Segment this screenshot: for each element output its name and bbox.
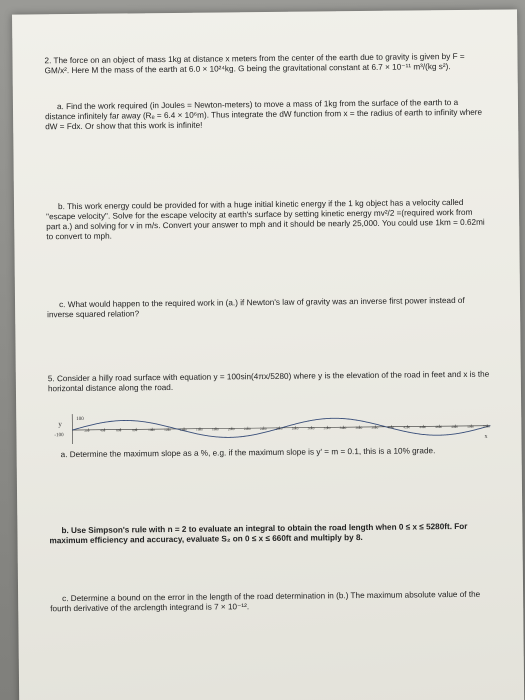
x-tick-label: 3400 — [339, 425, 347, 431]
x-tick-label: 5200 — [483, 424, 490, 429]
x-tick-label: 1800 — [211, 427, 219, 432]
y-axis-label: y — [58, 420, 62, 429]
q2-part-a: a. Find the work required (in Joules = Newton-meters) to move a mass of 1kg from the surface of the earth to a distance infinitely far away (Rₑ = 6.4 × 10⁶m). Thus integrate the dW function from x = the radius of earth to infinity where dW = Fdx. Or show that this work is infinite! — [45, 97, 483, 132]
q2-intro: 2. The force on an object of mass 1kg at distance x meters from the center of the earth due to gravity is given by F = GM/x². Here M the mass of the earth at 6.0 × 10²⁴kg. G being the gravitational constant at 6.7 × 10⁻¹¹ m³/(kg s²). — [44, 51, 465, 76]
x-tick-label: 4200 — [403, 425, 411, 430]
x-tick-label: 600 — [116, 428, 122, 433]
q5-part-b: b. Use Simpson's rule with n = 2 to evaluate an integral to obtain the road length when 0 ≤ x ≤ 5280ft. For maximum efficiency and accuracy, evaluate S₂ on 0 ≤ x ≤ 660ft and multiply by 8. — [49, 521, 468, 546]
x-tick-label: 1400 — [180, 427, 187, 432]
road-elevation-graph — [54, 410, 494, 445]
x-tick-label: 400 — [100, 428, 106, 433]
x-tick-label: 4400 — [419, 425, 427, 430]
x-tick-label: 3200 — [323, 426, 331, 431]
x-tick-label: 2200 — [243, 426, 251, 432]
y-bottom-label: -100 — [54, 433, 64, 439]
x-tick-label: 3600 — [355, 425, 363, 430]
x-tick-labels — [84, 424, 490, 433]
x-tick-label: 1600 — [195, 427, 203, 432]
x-axis-label: x — [484, 433, 488, 440]
x-tick-label: 5000 — [467, 424, 475, 429]
x-tick-label: 4000 — [387, 425, 395, 430]
x-tick-label: 2000 — [227, 427, 235, 432]
x-tick-label: 4800 — [451, 424, 459, 429]
x-tick-label: 3800 — [371, 425, 379, 430]
x-tick-label: 2400 — [259, 426, 267, 431]
x-tick-label: 1200 — [164, 427, 171, 432]
y-top-label: 100 — [76, 416, 84, 422]
q5-intro: 5. Consider a hilly road surface with equation y = 100sin(4πx/5280) where y is the elevation of the road in feet and x is the horizontal distance along the road. — [47, 369, 490, 394]
x-tick-label: 800 — [132, 428, 138, 433]
x-tick-label: 4600 — [435, 424, 443, 430]
q2-part-c: c. What would happen to the required work in (a.) if Newton's law of gravity was an inverse first power instead of inverse squared relation? — [47, 295, 465, 320]
worksheet-page — [12, 9, 524, 700]
q2-part-b: b. This work energy could be provided for with a huge initial kinetic energy if the 1 kg object has a velocity called "escape velocity". Solve for the escape velocity at earth's surface by setting kinetic energy mv²/2 =(required work from part a.) and solving for v in m/s. Convert your answer to mph and it should be nearly 25,000. You could use 1km = 0.62mi to convert to mph. — [46, 197, 485, 242]
x-tick-label: 2600 — [275, 426, 283, 431]
x-tick-label: 200 — [84, 428, 90, 433]
x-tick-label: 1000 — [148, 427, 155, 433]
x-tick-label: 2800 — [291, 426, 299, 431]
q5-part-c: c. Determine a bound on the error in the length of the road determination in (b.) The maximum absolute value of the fourth derivative of the arclength integrand is 7 × 10⁻¹². — [50, 589, 481, 614]
q5-part-a: a. Determine the maximum slope as a %, e.g. if the maximum slope is y' = m = 0.1, this is a 10% grade. — [60, 446, 436, 460]
x-tick-label: 3000 — [307, 426, 315, 431]
